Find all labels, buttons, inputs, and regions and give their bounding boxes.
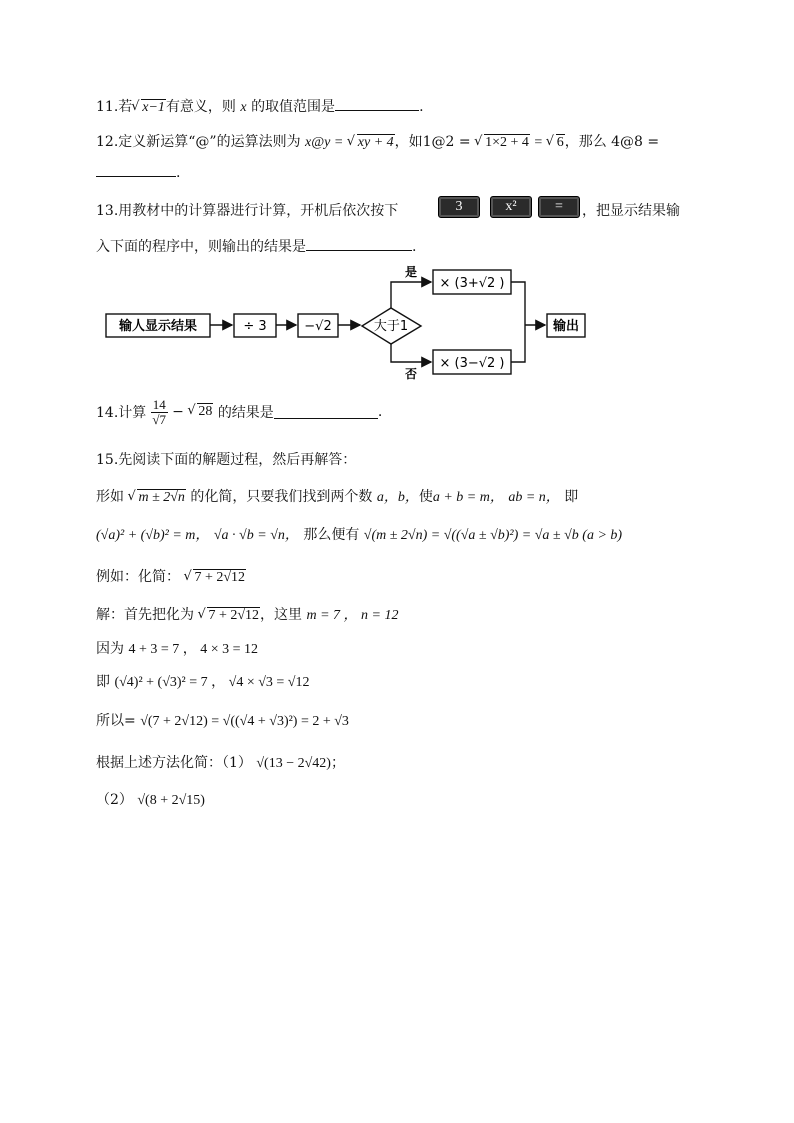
q15-task1-expr: √(13 − 2√42)	[256, 756, 331, 771]
q15-l1-radical	[128, 490, 185, 506]
flow-yes-op-label: × (3+√2 )	[439, 276, 505, 291]
q12-answer-line: .	[96, 164, 180, 181]
q15-sol-pre: 解：首先把化为	[96, 607, 194, 623]
q15-task2-expr: √(8 + 2√15)	[137, 793, 205, 808]
flow-yes-label: 是	[404, 265, 418, 279]
answer-blank-13[interactable]	[306, 238, 412, 251]
q14-fraction	[151, 398, 168, 426]
q15-l2-then: 那么便有	[303, 527, 360, 543]
flow-div-label: ÷ 3	[243, 319, 267, 334]
q15-ex-radical	[184, 570, 246, 586]
q13-line2-text: 入下面的程序中，则输出的结果是	[96, 239, 306, 255]
q11-radicand: x−1	[142, 100, 165, 115]
q12-suffix: ，那么 4@8 =	[564, 134, 660, 150]
q11-suffix: 的取值范围是	[251, 99, 336, 115]
flow-output-label: 输出	[552, 319, 580, 334]
q15-line1	[96, 486, 578, 506]
q15-l2-a: (√a)² + (√b)² = m，	[96, 528, 210, 543]
q15-ie-label: 即	[96, 674, 110, 690]
q15-because-eq: 4 + 3 = 7 ， 4 × 3 = 12	[128, 642, 259, 657]
q14-denominator: √7	[152, 411, 167, 427]
q14-suffix: 的结果是	[217, 405, 274, 422]
q15-l1-mid: 的化简，只要我们找到两个数	[190, 489, 373, 505]
q12-example-radical	[475, 135, 530, 151]
q14-numerator: 14	[152, 397, 166, 412]
q12-example-radicand: 1×2 + 4	[485, 135, 529, 150]
answer-blank-14[interactable]	[274, 406, 378, 419]
q14-minus: −	[172, 404, 184, 421]
q15-sol-radical	[198, 608, 260, 624]
q15-sol-mn: m = 7 ， n = 12	[306, 608, 399, 623]
flow-no-label: 否	[404, 367, 418, 381]
flow-cond-label: 大于1	[373, 319, 409, 334]
q11-radical	[132, 100, 166, 116]
q15-ex-radicand: 7 + 2√12	[194, 570, 246, 585]
q12-example-pre: ，如1@2 =	[394, 134, 471, 150]
q15-so	[96, 710, 349, 730]
q15-l2-c: √(m ± 2√n) = √((√a ± √b)²) = √a ± √b (a > b)	[363, 528, 623, 543]
program-flowchart	[0, 262, 794, 382]
q15-so-eq: √(7 + 2√12) = √((√4 + √3)²) = 2 + √3	[140, 714, 349, 729]
q15-example	[96, 566, 246, 586]
q15-l1-end: 即	[564, 489, 579, 505]
q15-l2-b: √a · √b = √n，	[213, 528, 299, 543]
flow-input-label: 输人显示结果	[118, 319, 198, 334]
q15-l1-eq2: ab = n，	[508, 490, 560, 505]
answer-blank-11[interactable]	[335, 98, 419, 111]
q15-task2	[96, 789, 205, 809]
question-13-line2: 入下面的程序中，则输出的结果是 .	[96, 239, 417, 255]
q15-sol-mid: ，这里	[260, 607, 303, 623]
flow-no-op-label: × (3−√2 )	[439, 356, 505, 371]
question-12	[96, 131, 659, 151]
q15-ie	[96, 671, 310, 691]
q15-l1-use: 使	[418, 489, 433, 505]
q11-var: x	[240, 100, 247, 115]
q12-def-lhs: x@y =	[305, 135, 344, 150]
q15-sol-radicand: 7 + 2√12	[208, 608, 260, 623]
question-13-line1	[96, 200, 398, 220]
q11-prefix: 11.若	[96, 99, 133, 115]
q15-line2	[96, 524, 622, 544]
answer-blank-12[interactable]	[96, 164, 176, 177]
q12-example-result	[547, 135, 565, 151]
q15-task1	[96, 752, 345, 772]
q15-l1-radicand: m ± 2√n	[138, 490, 185, 505]
q15-l1-ab: a，b，	[376, 490, 419, 505]
q15-ie-eq: (√4)² + (√3)² = 7 ， √4 × √3 = √12	[114, 675, 310, 690]
question-14: 14.计算 $\frac{14}{√7}$ − √ 28 的结果是 .	[96, 398, 382, 426]
q14-prefix: 14.计算	[96, 405, 147, 422]
q15-task-pre: 根据上述方法化简：（1）	[96, 755, 252, 771]
q15-ex-label: 例如：化简：	[96, 569, 180, 585]
flow-minus-sqrt-label: −√2	[304, 319, 332, 334]
q15-l1-pre: 形如	[96, 489, 124, 505]
q13-suffix1: ，把显示结果输	[582, 203, 680, 219]
q12-def-radical	[348, 135, 395, 151]
q13-prefix: 13.用教材中的计算器进行计算，开机后依次按下	[96, 203, 399, 219]
q15-task1-end: ；	[330, 755, 345, 771]
q15-l1-eq1: a + b = m，	[432, 490, 504, 505]
q11-middle: 有意义，则	[165, 99, 236, 115]
calculator-key-equals[interactable]: =	[538, 196, 580, 218]
q14-radical	[188, 404, 213, 420]
calculator-key-square[interactable]: x²	[490, 196, 532, 218]
q15-solution	[96, 604, 399, 624]
q12-example-eq: =	[534, 135, 543, 150]
q15-because	[96, 638, 258, 658]
calculator-key-3[interactable]: 3	[438, 196, 480, 218]
q15-title: 15.先阅读下面的解题过程，然后再解答：	[96, 452, 357, 468]
q12-example-result-value: 6	[556, 135, 564, 150]
q12-def-radicand: xy + 4	[357, 135, 394, 150]
q15-because-label: 因为	[96, 641, 124, 657]
q15-task2-pre: （2）	[96, 792, 133, 808]
question-11: 11.若√ x−1有意义，则 x 的取值范围是 .	[96, 96, 424, 116]
q14-radicand: 28	[198, 404, 213, 420]
q15-so-label: 所以=	[96, 713, 136, 729]
q12-prefix: 12.定义新运算“@”的运算法则为	[96, 134, 301, 150]
